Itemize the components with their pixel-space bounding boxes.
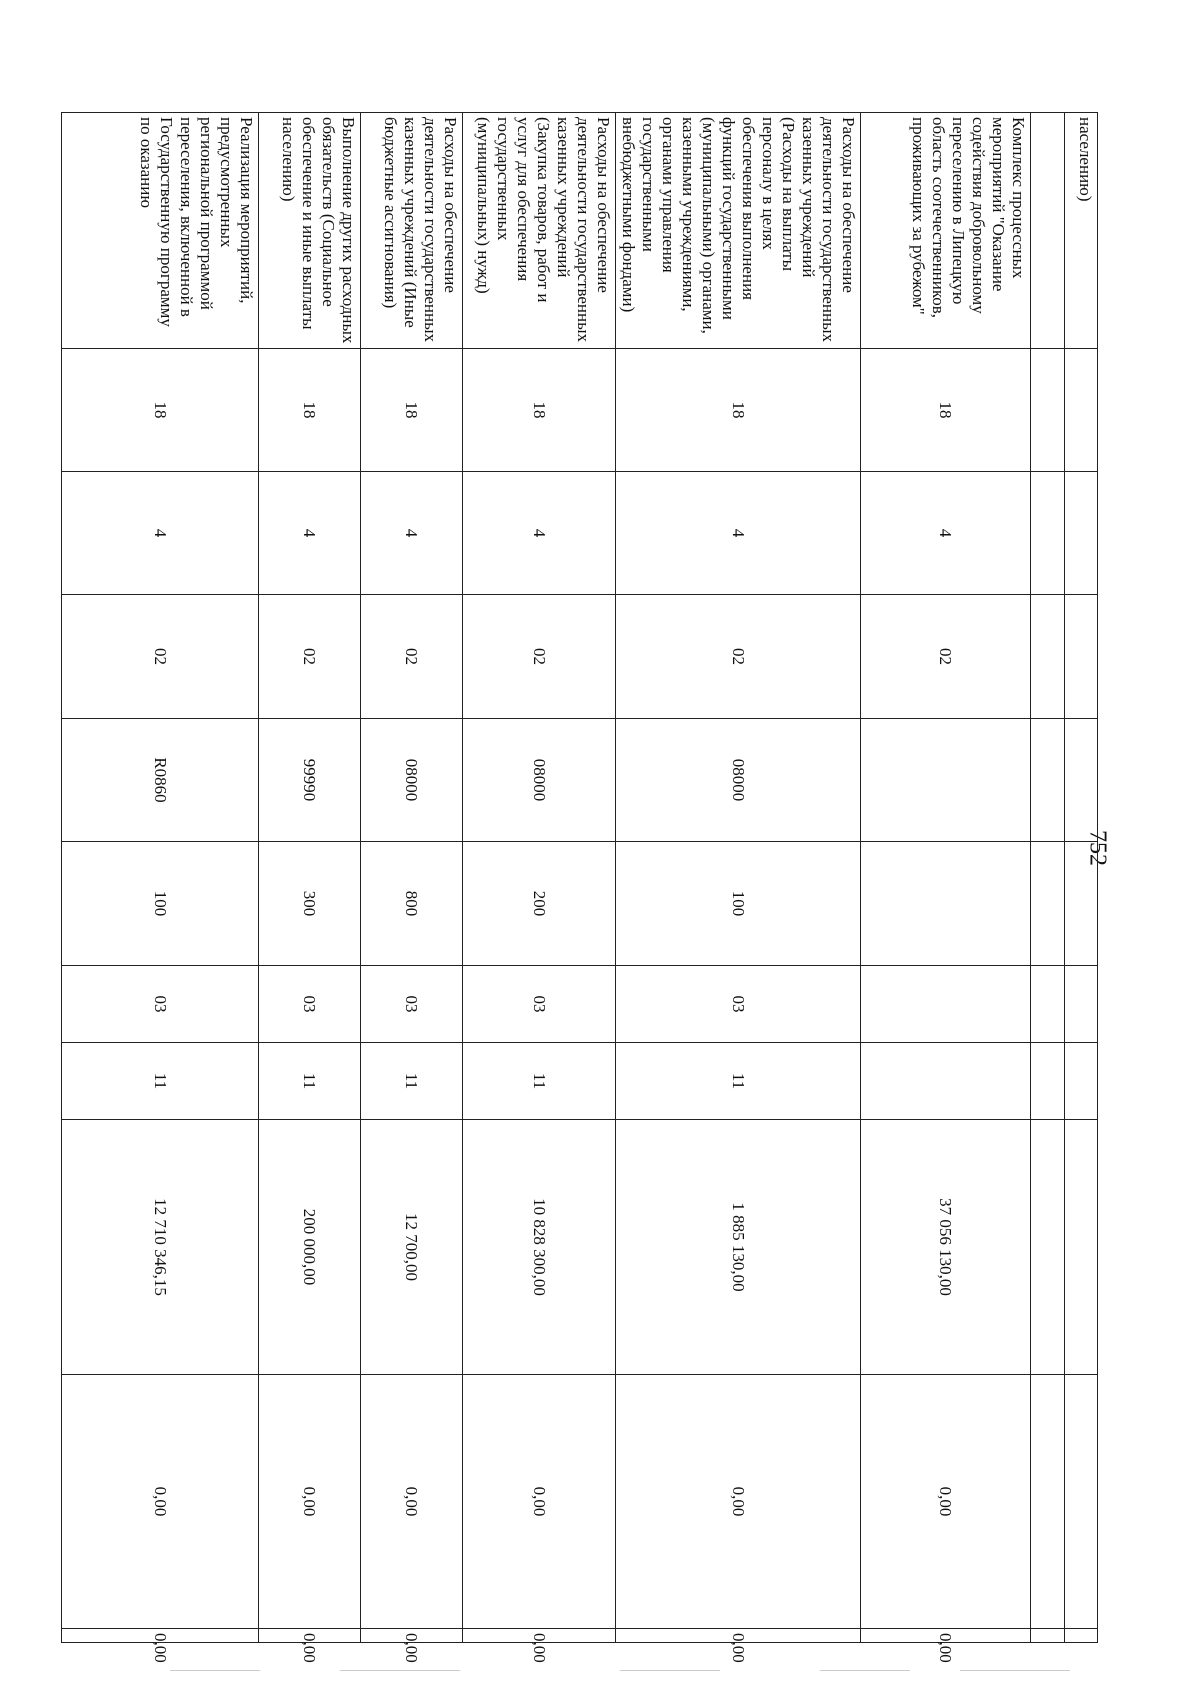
code-direction [1031, 719, 1065, 842]
row-name: населению) [1065, 113, 1098, 349]
code-program: 4 [861, 472, 1031, 595]
table-row [861, 113, 1031, 1643]
code-subsection: 11 [62, 1043, 259, 1120]
row-name: Расходы на обеспечение деятельности государственных казенных учреждений (Расходы на выплаты персоналу в целях обеспечения выполнения функций государственными (муниципальными) органами, казенными учреждениями, органами управления государственными внебюджетными фондами) [616, 113, 861, 349]
code-section: 03 [361, 966, 463, 1043]
amount-year-1: 10 828 300,00 [463, 1120, 616, 1375]
table-row [616, 113, 861, 1643]
row-name: Реализация мероприятий, предусмотренных региональной программой переселения, включенной в Государственную программу по оказанию [62, 113, 259, 349]
amount-year-3: 0,00 [62, 1629, 259, 1643]
amount-year-3 [1065, 1629, 1098, 1643]
amount-year-1: 200 000,00 [259, 1120, 361, 1375]
table-row [361, 113, 463, 1643]
code-expense-type [861, 842, 1031, 966]
code-program [1065, 472, 1098, 595]
code-subsection: 11 [361, 1043, 463, 1120]
amount-year-2 [1031, 1375, 1065, 1629]
row-name: Расходы на обеспечение деятельности государственных казенных учреждений (Закупка товаров, работ и услуг для обеспечения государственных (муниципальных) нужд) [463, 113, 616, 349]
code-program [1031, 472, 1065, 595]
code-direction [861, 719, 1031, 842]
code-subprogram: 02 [259, 595, 361, 719]
amount-year-2: 0,00 [463, 1375, 616, 1629]
code-expense-type: 300 [259, 842, 361, 966]
table-row [463, 113, 616, 1643]
code-expense-type [1065, 842, 1098, 966]
code-direction [1065, 719, 1098, 842]
amount-year-1: 12 710 346,15 [62, 1120, 259, 1375]
code-expense-type: 200 [463, 842, 616, 966]
code-subsection: 11 [259, 1043, 361, 1120]
code-subsection: 11 [463, 1043, 616, 1120]
code-subprogram: 02 [361, 595, 463, 719]
amount-year-3 [1031, 1629, 1065, 1643]
code-section [1031, 966, 1065, 1043]
amount-year-2: 0,00 [259, 1375, 361, 1629]
code-admin: 18 [62, 349, 259, 472]
code-program: 4 [616, 472, 861, 595]
code-admin: 18 [361, 349, 463, 472]
page-number: 752 [1084, 830, 1111, 866]
code-subprogram: 02 [463, 595, 616, 719]
amount-year-2: 0,00 [616, 1375, 861, 1629]
code-admin: 18 [616, 349, 861, 472]
code-subprogram: 02 [62, 595, 259, 719]
row-name [1031, 113, 1065, 349]
code-direction: R0860 [62, 719, 259, 842]
amount-year-1: 37 056 130,00 [861, 1120, 1031, 1375]
amount-year-3: 0,00 [259, 1629, 361, 1643]
code-admin: 18 [463, 349, 616, 472]
table-row [259, 113, 361, 1643]
amount-year-3: 0,00 [861, 1629, 1031, 1643]
code-admin: 18 [259, 349, 361, 472]
code-subprogram: 02 [616, 595, 861, 719]
table-body [62, 113, 1098, 1663]
amount-year-3: 0,00 [361, 1629, 463, 1643]
amount-year-3: 0,00 [616, 1629, 861, 1643]
amount-year-2: 0,00 [361, 1375, 463, 1629]
code-expense-type [1031, 842, 1065, 966]
code-subprogram [1031, 595, 1065, 719]
code-subsection: 11 [616, 1043, 861, 1120]
code-admin [1065, 349, 1098, 472]
table-row [1065, 113, 1098, 1643]
code-subprogram: 02 [861, 595, 1031, 719]
code-section [1065, 966, 1098, 1043]
row-name: Комплекс процессных мероприятий "Оказание содействия добровольному переселению в Липецкую область соотечественников, проживающих за рубежом" [861, 113, 1031, 349]
code-direction: 99990 [259, 719, 361, 842]
code-subprogram [1065, 595, 1098, 719]
amount-year-1 [1065, 1120, 1098, 1375]
code-expense-type: 100 [616, 842, 861, 966]
code-section: 03 [463, 966, 616, 1043]
code-subsection [1031, 1043, 1065, 1120]
code-section: 03 [616, 966, 861, 1043]
budget-table [61, 112, 1098, 1663]
code-expense-type: 100 [62, 842, 259, 966]
code-admin [1031, 349, 1065, 472]
scan-edge-marks [60, 1670, 1140, 1674]
code-admin: 18 [861, 349, 1031, 472]
amount-year-2: 0,00 [861, 1375, 1031, 1629]
amount-year-2: 0,00 [62, 1375, 259, 1629]
code-direction: 08000 [616, 719, 861, 842]
amount-year-1: 12 700,00 [361, 1120, 463, 1375]
amount-year-1: 1 885 130,00 [616, 1120, 861, 1375]
table-row [62, 113, 259, 1643]
amount-year-1 [1031, 1120, 1065, 1375]
code-subsection [861, 1043, 1031, 1120]
row-name: Выполнение других расходных обязательств (Социальное обеспечение и иные выплаты населению) [259, 113, 361, 349]
row-name: Расходы на обеспечение деятельности государственных казенных учреждений (Иные бюджетные ассигнования) [361, 113, 463, 349]
code-program: 4 [259, 472, 361, 595]
code-program: 4 [62, 472, 259, 595]
rotated-table-container [120, 112, 1098, 1663]
code-direction: 08000 [463, 719, 616, 842]
code-subsection [1065, 1043, 1098, 1120]
amount-year-3: 0,00 [463, 1629, 616, 1643]
table-row [1031, 113, 1065, 1643]
code-program: 4 [361, 472, 463, 595]
amount-year-2 [1065, 1375, 1098, 1629]
code-section [861, 966, 1031, 1043]
code-expense-type: 800 [361, 842, 463, 966]
code-direction: 08000 [361, 719, 463, 842]
code-section: 03 [259, 966, 361, 1043]
code-section: 03 [62, 966, 259, 1043]
code-program: 4 [463, 472, 616, 595]
